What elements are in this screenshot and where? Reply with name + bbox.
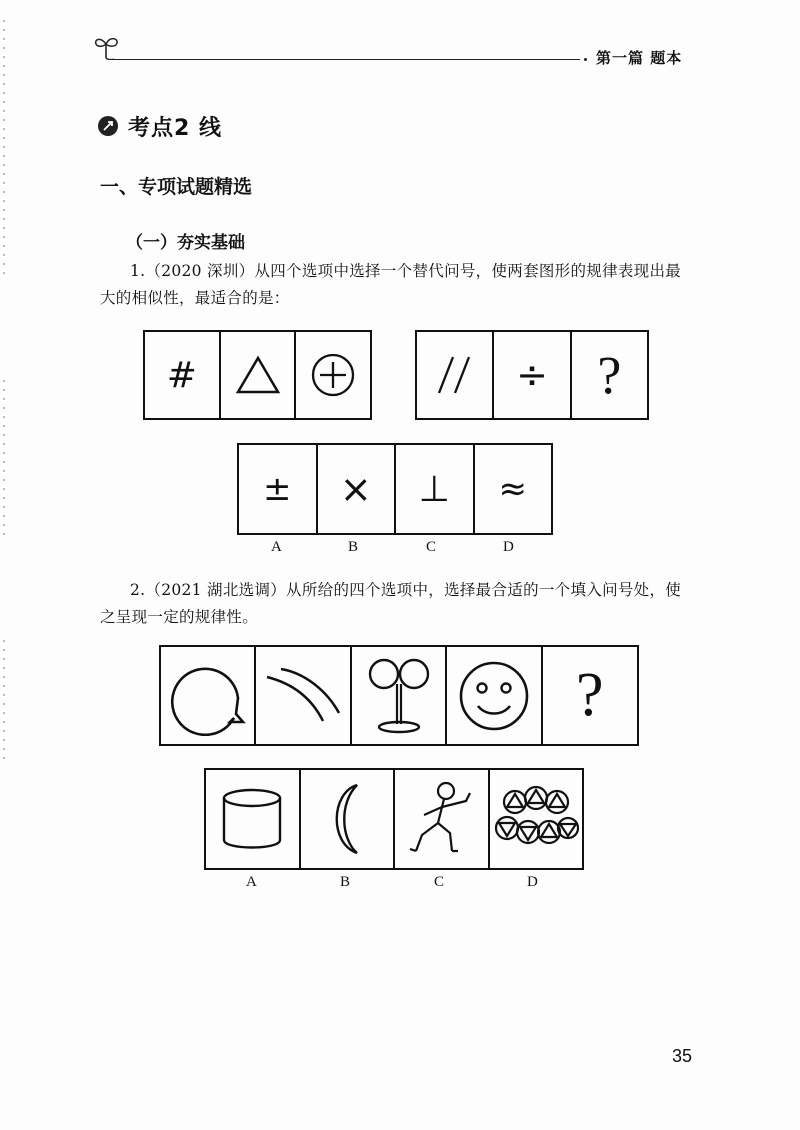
triangle-icon: [235, 355, 281, 395]
q2-label-a: A: [246, 874, 257, 890]
fan-icon: [364, 654, 434, 738]
q1-set2-double-slash-figure: [417, 332, 494, 418]
divide-symbol: ÷: [516, 353, 548, 397]
q1-option-b[interactable]: [318, 445, 397, 533]
margin-binding-dots: [3, 20, 5, 280]
cylinder-icon: [217, 784, 287, 854]
q1-option-a[interactable]: [239, 445, 318, 533]
q2-option-d[interactable]: [490, 770, 583, 868]
q1-set1-circle-plus-figure: [296, 332, 370, 418]
q1-label-a: A: [271, 539, 282, 555]
q2-option-b[interactable]: [301, 770, 396, 868]
approx-symbol: ≈: [498, 469, 527, 509]
section-title: 一、专项试题精选: [100, 176, 253, 198]
subsection-title: （一）夯实基础: [126, 233, 245, 253]
hash-symbol: #: [166, 354, 197, 396]
header-title: 第一篇 题本: [596, 49, 683, 67]
question-mark: ?: [597, 345, 622, 405]
kaodian-title: 考点2 线: [128, 116, 222, 141]
header-rule: [110, 59, 580, 60]
page-number: 35: [672, 1046, 693, 1066]
q1-option-c[interactable]: [396, 445, 475, 533]
double-slash-icon: [435, 354, 475, 396]
q1-set1-triangle-figure: [221, 332, 297, 418]
q2-seq-question-figure: [543, 647, 637, 744]
circles-with-triangles-icon: [493, 784, 579, 854]
circle-plus-icon: [310, 352, 356, 398]
q2-seq-two-curves-figure: [256, 647, 351, 744]
question-1-text: 1.（2020 深圳）从四个选项中选择一个替代问号，使两套图形的规律表现出最大的相似性，最适合的是：: [100, 262, 682, 307]
margin-binding-dots: [3, 640, 5, 760]
question-mark: ?: [576, 661, 604, 729]
crescent-moon-icon: [317, 781, 377, 857]
question-2-text: 2.（2021 湖北选调）从所给的四个选项中，选择最合适的一个填入问号处，使之呈现一定的规律性。: [100, 581, 682, 626]
smiley-face-icon: [454, 656, 534, 736]
margin-binding-dots: [3, 380, 5, 540]
q2-label-c: C: [434, 874, 445, 890]
q1-options: [237, 443, 553, 535]
q1-label-b: B: [348, 539, 359, 555]
sprout-icon: [92, 34, 122, 60]
q1-label-c: C: [426, 539, 437, 555]
circle-with-tail-icon: [168, 656, 248, 736]
plus-minus-symbol: ±: [263, 469, 292, 509]
q1-option-d[interactable]: [475, 445, 552, 533]
q2-option-c[interactable]: [395, 770, 490, 868]
q2-seq-fan-figure: [352, 647, 447, 744]
q2-options: [204, 768, 584, 870]
q1-set2-question-figure: [572, 332, 647, 418]
dancing-figure-icon: [406, 779, 476, 859]
q1-set1-hash-figure: [145, 332, 221, 418]
q1-figure-set-2: [415, 330, 649, 420]
q2-option-a[interactable]: [206, 770, 301, 868]
q1-set2-divide-figure: [494, 332, 571, 418]
q2-label-b: B: [340, 874, 351, 890]
q1-figure-set-1: [143, 330, 372, 420]
times-symbol: ×: [339, 467, 372, 511]
q2-seq-smiley-figure: [447, 647, 542, 744]
header-rule-dot: [584, 58, 587, 61]
q1-label-d: D: [503, 539, 514, 555]
kaodian-icon: [98, 116, 118, 136]
q2-figure-sequence: [159, 645, 639, 746]
two-curves-icon: [261, 661, 345, 731]
perpendicular-symbol: ⊥: [418, 468, 450, 510]
q2-label-d: D: [527, 874, 538, 890]
q2-seq-circle-tail-figure: [161, 647, 256, 744]
